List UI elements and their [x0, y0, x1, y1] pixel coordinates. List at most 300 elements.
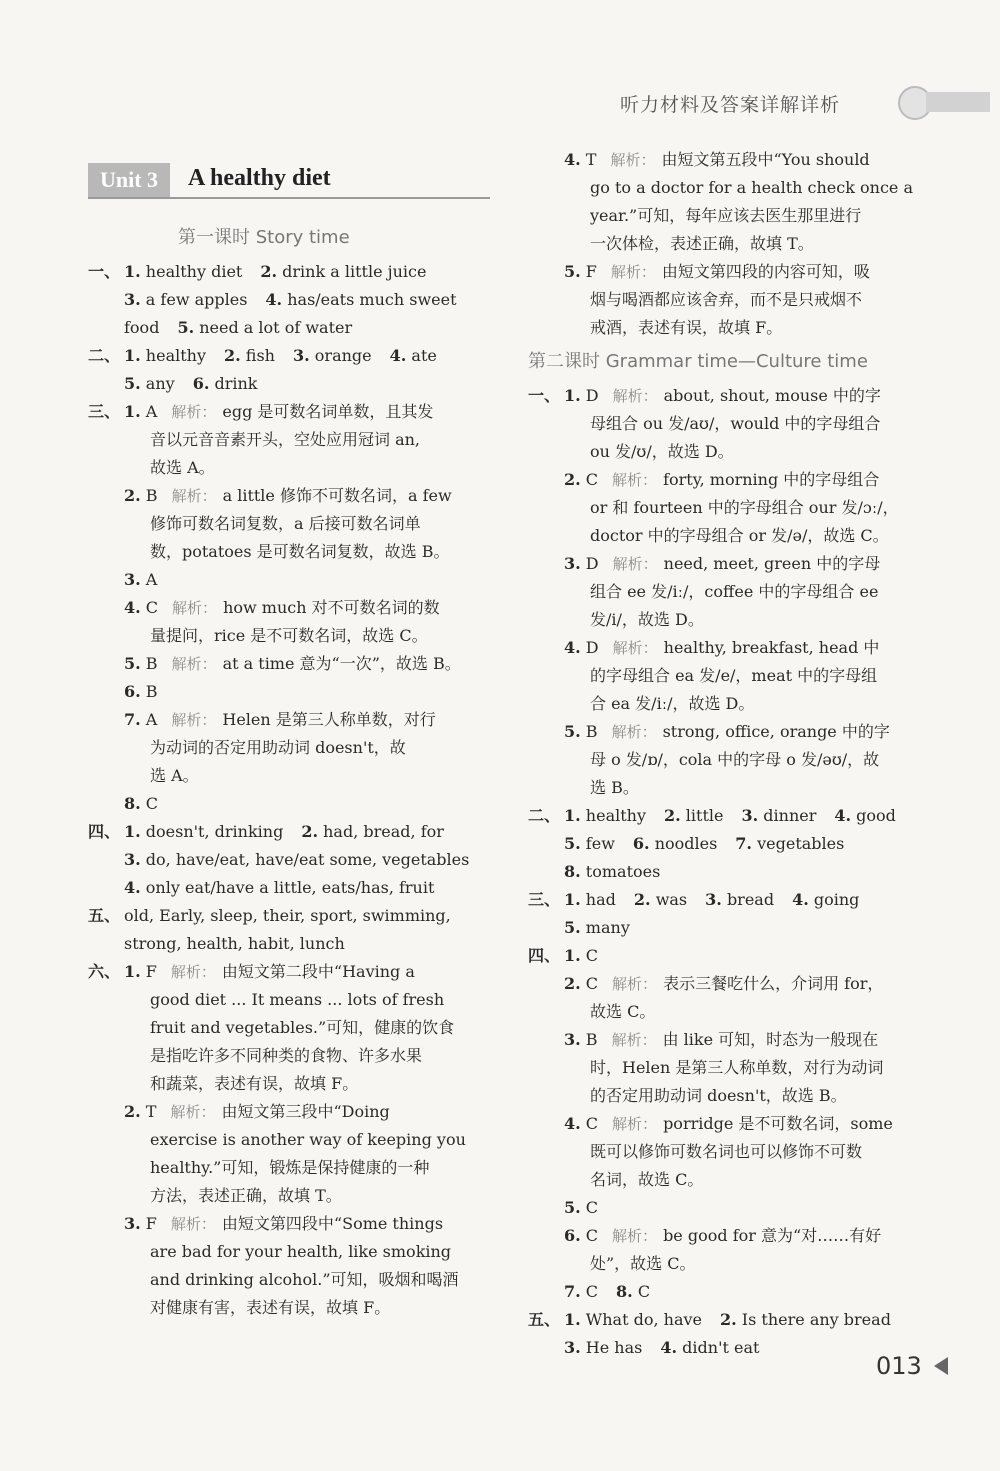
answer-line	[88, 650, 493, 678]
section-marker	[88, 930, 124, 958]
answer-body	[124, 1126, 493, 1154]
answer-body	[564, 606, 928, 634]
section-marker: 六、	[88, 962, 121, 981]
answer-line	[528, 942, 928, 970]
answer-line	[528, 146, 928, 174]
answer-line	[88, 286, 493, 314]
answer-body	[564, 1026, 928, 1054]
explanation-text: Helen 是第三人称单数，对行	[222, 710, 436, 729]
section-marker	[88, 286, 124, 314]
section-marker	[528, 146, 564, 174]
answer-body	[564, 690, 928, 718]
section-marker	[528, 690, 564, 718]
explanation-text: egg 是可数名词单数，且其发	[222, 402, 434, 421]
answer-body	[124, 482, 493, 510]
item-number: 1.	[124, 822, 141, 841]
answer-body	[564, 1306, 928, 1334]
section-marker	[88, 1210, 124, 1238]
page-arrow-icon	[934, 1357, 948, 1375]
section-marker	[528, 970, 564, 998]
answer-line	[528, 494, 928, 522]
explanation-text: good diet ... It means ... lots of fresh	[150, 990, 445, 1009]
answer-body	[564, 382, 928, 410]
explanation-text: 由短文第四段中“Some things	[221, 1214, 444, 1233]
explanation-label: 解析：	[610, 151, 656, 169]
section-marker	[528, 998, 564, 1026]
answer-line	[528, 438, 928, 466]
item-number: 2.	[124, 1102, 141, 1121]
answer-text: little	[685, 806, 724, 825]
answer-body	[124, 622, 493, 650]
answer-line	[88, 1294, 493, 1322]
answer-line	[528, 1110, 928, 1138]
answer-line	[88, 1042, 493, 1070]
answer-text: going	[813, 890, 860, 909]
answer-line	[88, 930, 493, 958]
explanation-text: 方法，表述正确，故填 T。	[150, 1186, 342, 1205]
section-marker	[528, 202, 564, 230]
section-marker	[528, 718, 564, 746]
answer-text: healthy diet	[145, 262, 243, 281]
section-marker	[528, 522, 564, 550]
section-marker	[88, 1238, 124, 1266]
answer-line	[528, 774, 928, 802]
answer-line	[528, 258, 928, 286]
section-marker	[528, 258, 564, 286]
answer-line	[88, 1014, 493, 1042]
item-number: 7.	[124, 710, 141, 729]
answer-line	[528, 1054, 928, 1082]
explanation-label: 解析：	[611, 723, 657, 741]
section-marker: 二、	[528, 806, 561, 825]
answer-body	[124, 286, 493, 314]
answer-body	[564, 1278, 928, 1306]
item-number: 5.	[564, 1198, 581, 1217]
answer-text: a few apples	[145, 290, 248, 309]
answer-line	[528, 1278, 928, 1306]
answer-line	[528, 718, 928, 746]
answer-line	[528, 202, 928, 230]
explanation-text: fruit and vegetables.”可知，健康的饮食	[150, 1018, 455, 1037]
answer-body	[564, 1138, 928, 1166]
answer-line	[88, 314, 493, 342]
section-marker	[88, 622, 124, 650]
answer-body	[124, 1266, 493, 1294]
section-marker	[528, 1138, 564, 1166]
answer-line	[88, 846, 493, 874]
answer-body	[124, 1294, 493, 1322]
explanation-text: 选 B。	[590, 778, 639, 797]
answer-body	[564, 998, 928, 1026]
explanation-text: go to a doctor for a health check once a	[590, 178, 913, 197]
answer-text: dinner	[763, 806, 817, 825]
answer-line	[88, 1070, 493, 1098]
answer-body	[124, 1210, 493, 1238]
answer-body	[564, 174, 928, 202]
explanation-label: 解析：	[612, 387, 658, 405]
answer-line	[88, 622, 493, 650]
answer-text: F	[585, 262, 597, 281]
section-marker	[528, 634, 564, 662]
explanation-label: 解析：	[612, 975, 658, 993]
explanation-text: 故选 C。	[590, 1002, 656, 1021]
answer-line	[88, 398, 493, 426]
answer-text: ate	[411, 346, 437, 365]
answer-text: C	[585, 974, 599, 993]
explanation-text: ou 发/ʊ/，故选 D。	[590, 442, 734, 461]
answer-line	[528, 522, 928, 550]
answer-body	[564, 1166, 928, 1194]
explanation-text: how much 对不可数名词的数	[223, 598, 440, 617]
explanation-text: 由短文第二段中“Having a	[221, 962, 415, 981]
section-marker	[528, 410, 564, 438]
answer-line	[88, 902, 493, 930]
explanation-text: are bad for your health, like smoking	[150, 1242, 452, 1261]
answer-body	[564, 466, 928, 494]
answer-line	[88, 678, 493, 706]
answer-line	[528, 690, 928, 718]
answer-line	[528, 1026, 928, 1054]
explanation-text: or 和 fourteen 中的字母组合 our 发/ɔː/，	[590, 498, 899, 517]
section-marker: 五、	[88, 906, 121, 925]
explanation-label: 解析：	[612, 1115, 658, 1133]
answer-body	[124, 874, 493, 902]
item-number: 3.	[564, 1338, 581, 1357]
explanation-text: 戒酒，表述有误，故填 F。	[590, 318, 783, 337]
unit-divider	[88, 197, 490, 199]
item-number: 4.	[124, 598, 141, 617]
item-number: 1.	[564, 946, 581, 965]
section-marker	[528, 230, 564, 258]
item-number: 1.	[124, 962, 141, 981]
answer-body	[124, 370, 493, 398]
answer-text: food	[124, 318, 160, 337]
section-marker	[88, 538, 124, 566]
answer-body	[124, 1154, 493, 1182]
explanation-text: need, meet, green 中的字母	[663, 554, 881, 573]
section-marker	[88, 566, 124, 594]
section-marker	[528, 1250, 564, 1278]
section-marker	[88, 1294, 124, 1322]
answer-line	[88, 482, 493, 510]
explanation-text: 故选 A。	[150, 458, 215, 477]
item-number: 4.	[660, 1338, 678, 1357]
item-number: 5.	[564, 262, 581, 281]
answer-body	[564, 774, 928, 802]
answer-line	[528, 578, 928, 606]
section-marker	[88, 1070, 124, 1098]
answer-line	[528, 174, 928, 202]
answer-text: T	[585, 150, 597, 169]
answer-text: D	[585, 554, 599, 573]
right-answer-list-b	[528, 382, 928, 1362]
section-marker	[88, 678, 124, 706]
answer-text: tomatoes	[585, 862, 661, 881]
answer-text: B	[585, 722, 598, 741]
answer-text: many	[585, 918, 630, 937]
right-answer-list-a	[528, 146, 928, 342]
answer-line	[528, 1166, 928, 1194]
item-number: 5.	[177, 318, 195, 337]
answer-body	[564, 1110, 928, 1138]
answer-line	[528, 286, 928, 314]
answer-body	[564, 746, 928, 774]
answer-text: only eat/have a little, eats/has, fruit	[145, 878, 435, 897]
item-number: 2.	[664, 806, 681, 825]
header-bar	[926, 92, 990, 112]
answer-body	[124, 902, 493, 930]
answer-body	[564, 1054, 928, 1082]
item-number: 1.	[564, 890, 581, 909]
answer-body	[564, 886, 928, 914]
item-number: 6.	[192, 374, 210, 393]
answer-text: He has	[585, 1338, 643, 1357]
answer-text: D	[585, 386, 599, 405]
answer-body	[124, 454, 493, 482]
explanation-text: year.”可知，每年应该去医生那里进行	[590, 206, 862, 225]
explanation-label: 解析：	[170, 963, 216, 981]
explanation-label: 解析：	[171, 487, 217, 505]
answer-line	[528, 1306, 928, 1334]
answer-text: fish	[245, 346, 275, 365]
answer-body	[124, 706, 493, 734]
section-marker	[528, 578, 564, 606]
answer-line	[528, 914, 928, 942]
answer-line	[88, 734, 493, 762]
explanation-text: 是指吃许多不同种类的食物、许多水果	[150, 1046, 423, 1065]
item-number: 1.	[124, 262, 141, 281]
answer-text: good	[856, 806, 896, 825]
section-marker	[528, 1222, 564, 1250]
answer-body	[564, 1250, 928, 1278]
item-number: 4.	[834, 806, 852, 825]
item-number: 4.	[564, 1114, 581, 1133]
answer-body	[124, 258, 493, 286]
answer-line	[88, 1098, 493, 1126]
item-number: 3.	[124, 290, 141, 309]
answer-line	[88, 1126, 493, 1154]
answer-text: bread	[726, 890, 775, 909]
answer-body	[564, 1082, 928, 1110]
answer-line	[528, 1138, 928, 1166]
explanation-label: 解析：	[612, 1227, 658, 1245]
explanation-text: 母组合 ou 发/aʊ/，would 中的字母组合	[590, 414, 881, 433]
explanation-label: 解析：	[612, 639, 658, 657]
item-number: 2.	[260, 262, 278, 281]
answer-line	[528, 858, 928, 886]
answer-text: C	[585, 1282, 599, 1301]
item-number: 2.	[224, 346, 241, 365]
item-number: 5.	[124, 374, 141, 393]
answer-body	[564, 230, 928, 258]
section-marker	[88, 790, 124, 818]
explanation-text: strong, office, orange 中的字	[662, 722, 890, 741]
section-marker	[528, 1278, 564, 1306]
answer-text: B	[585, 1030, 598, 1049]
answer-line	[528, 746, 928, 774]
section-marker	[88, 454, 124, 482]
explanation-label: 解析：	[612, 471, 658, 489]
section-marker	[88, 510, 124, 538]
answer-line	[88, 818, 493, 846]
answer-body	[124, 1098, 493, 1126]
answer-body	[124, 314, 493, 342]
answer-line	[88, 454, 493, 482]
section-marker	[88, 706, 124, 734]
answer-text: healthy	[145, 346, 206, 365]
item-number: 3.	[292, 346, 310, 365]
explanation-text: 修饰可数名词复数，a 后接可数名词单	[150, 514, 421, 533]
answer-text: C	[585, 1198, 599, 1217]
section-marker	[528, 606, 564, 634]
answer-line	[528, 1082, 928, 1110]
answer-text: healthy	[585, 806, 646, 825]
answer-body	[564, 146, 928, 174]
answer-text: B	[145, 486, 158, 505]
lesson-heading-2: 第二课时 Grammar time—Culture time	[528, 351, 868, 372]
section-marker	[528, 438, 564, 466]
answer-text: doesn't, drinking	[145, 822, 284, 841]
item-number: 1.	[124, 402, 141, 421]
section-marker	[528, 662, 564, 690]
section-marker	[88, 314, 124, 342]
explanation-text: at a time 意为“一次”，故选 B。	[222, 654, 461, 673]
answer-body	[124, 846, 493, 874]
answer-body	[564, 830, 928, 858]
section-marker	[528, 286, 564, 314]
explanation-label: 解析：	[171, 403, 217, 421]
explanation-text: 的否定用助动词 doesn't，故选 B。	[590, 1086, 847, 1105]
section-marker	[528, 1166, 564, 1194]
answer-body	[124, 678, 493, 706]
answer-line	[528, 970, 928, 998]
explanation-label: 解析：	[171, 655, 217, 673]
answer-line	[88, 1238, 493, 1266]
explanation-text: 数，potatoes 是可数名词复数，故选 B。	[150, 542, 450, 561]
answer-body	[124, 1070, 493, 1098]
explanation-text: 的字母组合 ea 发/e/，meat 中的字母组	[590, 666, 878, 685]
explanation-label: 解析：	[171, 711, 217, 729]
answer-text: had	[585, 890, 616, 909]
answer-body	[564, 494, 928, 522]
section-marker	[88, 846, 124, 874]
item-number: 2.	[564, 974, 581, 993]
answer-line	[88, 958, 493, 986]
answer-text: drink a little juice	[282, 262, 427, 281]
answer-line	[88, 426, 493, 454]
answer-body	[564, 410, 928, 438]
item-number: 1.	[564, 806, 581, 825]
item-number: 1.	[564, 386, 581, 405]
item-number: 2.	[720, 1310, 737, 1329]
answer-line	[528, 830, 928, 858]
explanation-label: 解析：	[610, 263, 656, 281]
item-number: 1.	[564, 1310, 581, 1329]
answer-text: B	[145, 654, 158, 673]
answer-line	[88, 762, 493, 790]
explanation-text: a little 修饰不可数名词，a few	[222, 486, 452, 505]
section-marker	[88, 762, 124, 790]
answer-body	[564, 802, 928, 830]
answer-body	[124, 1238, 493, 1266]
answer-text: A	[145, 570, 158, 589]
answer-line	[528, 466, 928, 494]
section-marker: 二、	[88, 346, 121, 365]
section-marker: 三、	[88, 402, 121, 421]
explanation-text: 名词，故选 C。	[590, 1170, 704, 1189]
section-marker	[88, 1182, 124, 1210]
item-number: 4.	[124, 878, 141, 897]
section-marker	[88, 482, 124, 510]
section-marker	[528, 1054, 564, 1082]
answer-body	[124, 818, 493, 846]
answer-body	[124, 426, 493, 454]
answer-line	[528, 230, 928, 258]
section-marker	[88, 1014, 124, 1042]
item-number: 5.	[564, 834, 581, 853]
section-marker	[528, 550, 564, 578]
unit-badge: Unit 3	[88, 163, 170, 197]
explanation-label: 解析：	[612, 555, 658, 573]
answer-body	[124, 958, 493, 986]
section-marker: 四、	[528, 946, 561, 965]
item-number: 4.	[564, 150, 581, 169]
item-number: 4.	[564, 638, 581, 657]
answer-line	[88, 1182, 493, 1210]
item-number: 5.	[124, 654, 141, 673]
answer-line	[88, 538, 493, 566]
answer-body	[564, 942, 928, 970]
explanation-text: 烟与喝酒都应该舍弃，而不是只戒烟不	[590, 290, 863, 309]
answer-line	[88, 1266, 493, 1294]
answer-text: do, have/eat, have/eat some, vegetables	[145, 850, 470, 869]
explanation-text: 处”，故选 C。	[590, 1254, 696, 1273]
left-column	[88, 218, 493, 1322]
answer-body	[124, 1042, 493, 1070]
section-marker	[88, 1042, 124, 1070]
explanation-text: 组合 ee 发/iː/，coffee 中的字母组合 ee	[590, 582, 879, 601]
answer-line	[528, 550, 928, 578]
answer-body	[564, 258, 928, 286]
answer-body	[564, 1194, 928, 1222]
answer-body	[564, 202, 928, 230]
explanation-text: 为动词的否定用助动词 doesn't，故	[150, 738, 406, 757]
answer-line	[528, 410, 928, 438]
explanation-text: 时，Helen 是第三人称单数，对行为动词	[590, 1058, 884, 1077]
item-number: 4.	[389, 346, 407, 365]
answer-body	[564, 718, 928, 746]
section-marker: 一、	[528, 386, 561, 405]
explanation-text: 发/i/，故选 D。	[590, 610, 704, 629]
explanation-text: 和蔬菜，表述有误，故填 F。	[150, 1074, 359, 1093]
lesson-heading-1: 第一课时 Story time	[178, 227, 350, 248]
item-number: 3.	[124, 850, 141, 869]
explanation-text: 由短文第四段的内容可知，吸	[661, 262, 870, 281]
left-answer-list	[88, 258, 493, 1322]
section-marker	[528, 1334, 564, 1362]
answer-body	[564, 914, 928, 942]
answer-text: What do, have	[585, 1310, 702, 1329]
explanation-text: 既可以修饰可数名词也可以修饰不可数	[590, 1142, 863, 1161]
section-marker	[528, 174, 564, 202]
explanation-text: 合 ea 发/iː/，故选 D。	[590, 694, 755, 713]
item-number: 3.	[124, 570, 141, 589]
answer-line	[528, 1334, 928, 1362]
explanation-text: about, shout, mouse 中的字	[663, 386, 881, 405]
item-number: 3.	[705, 890, 722, 909]
answer-body	[564, 1334, 928, 1362]
answer-text: C	[145, 794, 159, 813]
